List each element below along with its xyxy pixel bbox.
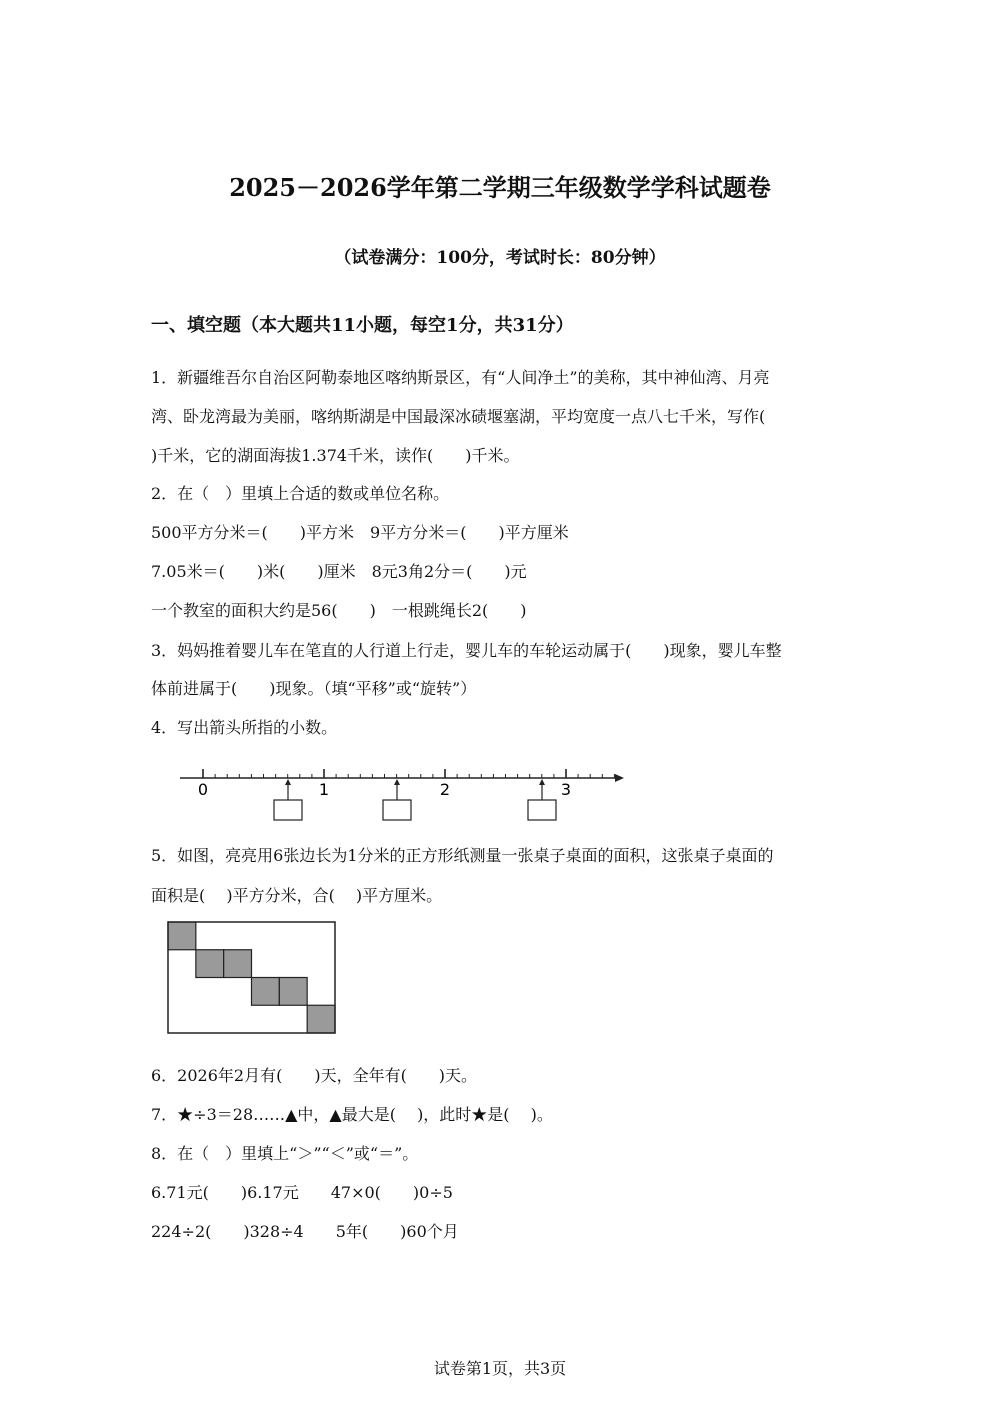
question-5-line-2: 面积是( )平方分米，合( )平方厘米。 bbox=[151, 886, 443, 905]
question-2-line-1: 2．在（ ）里填上合适的数或单位名称。 bbox=[151, 484, 450, 503]
question-2-line-3: 7.05米＝( )米( )厘米 8元3角2分＝( )元 bbox=[151, 562, 527, 581]
number-line-figure bbox=[175, 760, 635, 826]
question-7-line-1: 7．★÷3＝28……▲中，▲最大是( )，此时★是( )。 bbox=[151, 1105, 553, 1124]
answer-box-a[interactable] bbox=[274, 800, 302, 820]
question-8-line-1: 8．在（ ）里填上“＞”“＜”或“＝”。 bbox=[151, 1144, 419, 1163]
question-8-line-2: 6.71元( )6.17元 47×0( )0÷5 bbox=[151, 1183, 453, 1202]
question-3-line-1: 3．妈妈推着婴儿车在笔直的人行道上行走，婴儿车的车轮运动属于( )现象，婴儿车整 bbox=[151, 641, 782, 660]
question-2-line-4: 一个教室的面积大约是56( ) 一根跳绳长2( ) bbox=[151, 601, 527, 620]
shaded-square-5 bbox=[279, 978, 307, 1006]
number-line-axis bbox=[180, 774, 624, 782]
question-3-line-2: 体前进属于( )现象。（填“平移”或“旋转”） bbox=[151, 679, 477, 698]
desk-grid-figure bbox=[166, 920, 338, 1038]
question-1-line-1: 1．新疆维吾尔自治区阿勒泰地区喀纳斯景区，有“人间净土”的美称，其中神仙湾、月亮 bbox=[151, 368, 770, 387]
arrow-pointer-a bbox=[274, 779, 302, 820]
shaded-square-1 bbox=[168, 922, 196, 950]
arrow-pointer-b bbox=[383, 779, 411, 820]
answer-box-c[interactable] bbox=[528, 800, 556, 820]
question-2-line-2: 500平方分米＝( )平方米 9平方分米＝( )平方厘米 bbox=[151, 523, 569, 542]
page-title: 2025－2026学年第二学期三年级数学学科试题卷 bbox=[229, 173, 771, 202]
section-heading: 一、填空题（本大题共11小题，每空1分，共31分） bbox=[151, 315, 574, 336]
arrow-pointer-c bbox=[528, 779, 556, 820]
number-line-label-0: 0 bbox=[197, 780, 209, 799]
shaded-square-3 bbox=[224, 950, 252, 978]
question-1-line-2: 湾、卧龙湾最为美丽，喀纳斯湖是中国最深冰碛堰塞湖，平均宽度一点八七千米，写作( bbox=[151, 407, 766, 426]
number-line-ticks bbox=[203, 769, 614, 778]
shaded-squares bbox=[168, 922, 335, 1033]
page-subtitle: （试卷满分：100分，考试时长：80分钟） bbox=[334, 248, 666, 268]
number-line-labels bbox=[198, 780, 571, 799]
question-1-line-3: )千米，它的湖面海拔1.374千米，读作( )千米。 bbox=[151, 446, 520, 465]
question-8-line-3: 224÷2( )328÷4 5年( )60个月 bbox=[151, 1222, 459, 1241]
question-4-line-1: 4．写出箭头所指的小数。 bbox=[151, 718, 338, 737]
number-line-label-3: 3 bbox=[560, 780, 572, 799]
number-line-label-1: 1 bbox=[318, 780, 330, 799]
shaded-square-6 bbox=[307, 1005, 335, 1033]
shaded-square-2 bbox=[196, 950, 224, 978]
question-6-line-1: 6．2026年2月有( )天，全年有( )天。 bbox=[151, 1066, 478, 1085]
question-5-line-1: 5．如图，亮亮用6张边长为1分米的正方形纸测量一张桌子桌面的面积，这张桌子桌面的 bbox=[151, 846, 774, 865]
number-line-label-2: 2 bbox=[439, 780, 451, 799]
shaded-square-4 bbox=[252, 978, 280, 1006]
page-footer: 试卷第1页，共3页 bbox=[433, 1359, 567, 1378]
answer-box-b[interactable] bbox=[383, 800, 411, 820]
